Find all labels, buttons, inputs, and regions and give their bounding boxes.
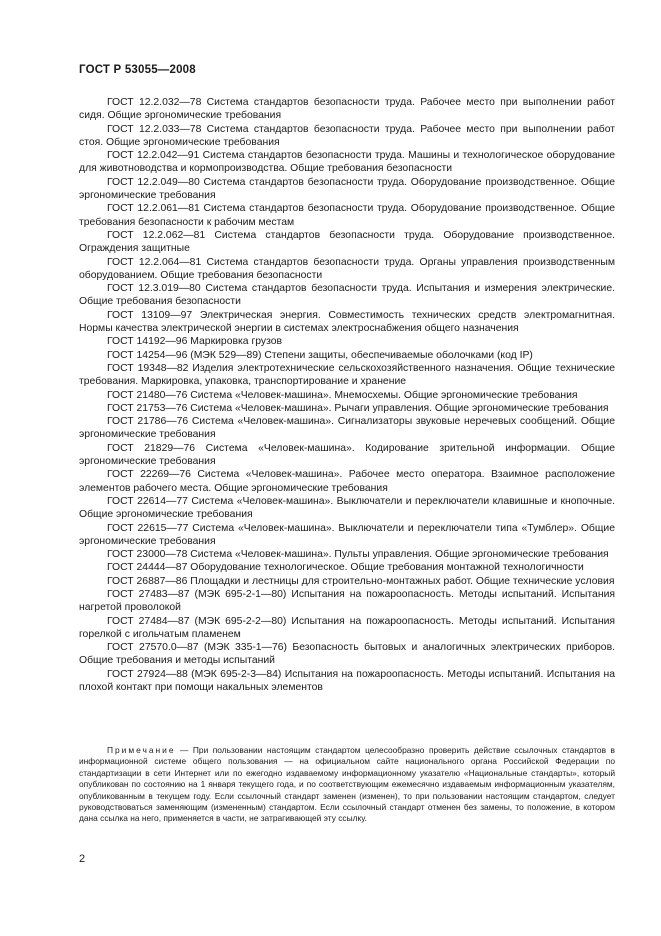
- reference-item: ГОСТ 27570.0—87 (МЭК 335-1—76) Безопасность бытовых и аналогичных электрических приборов. Общие требования и методы испытаний: [79, 642, 615, 667]
- reference-item: ГОСТ 12.2.032—78 Система стандартов безопасности труда. Рабочее место при выполнении работ сидя. Общие эргономические требования: [79, 97, 615, 122]
- reference-item: ГОСТ 27924—88 (МЭК 695-2-3—84) Испытания на пожароопасность. Методы испытаний. Испытания на плохой контакт при помощи накальных элементов: [79, 668, 615, 694]
- reference-item: ГОСТ 27484—87 (МЭК 695-2-2—80) Испытания на пожароопасность. Методы испытаний. Испытания горелкой с игольчатым пламенем: [79, 615, 615, 640]
- reference-item: ГОСТ 12.2.064—81 Система стандартов безопасности труда. Органы управления производственным оборудованием. Общие требования безопасности: [79, 256, 615, 281]
- reference-item: ГОСТ 22615—77 Система «Человек-машина». Выключатели и переключатели типа «Тумблер». Общие эргономические требования: [79, 522, 615, 547]
- reference-item: ГОСТ 21829—76 Система «Человек-машина». Кодирование зрительной информации. Общие эргономические требования: [79, 442, 615, 468]
- reference-item: ГОСТ 14192—96 Маркировка грузов: [107, 336, 283, 348]
- note-text: — При пользовании настоящим стандартом целесообразно проверить действие ссылочных стандартов в информационной системе общего пользования — на официальном сайте национального органа Российской Федерации по стандартизации в сети Интернет или по ежегодно издаваемому информационному указателю «Национальные стандарты», который опубликован по состоянию на 1 января текущего года, и по соответствующим ежемесячно издаваемым информационным указателям, опубликованным в текущем году. Если ссылочный стандарт заменен (изменен), то при пользовании настоящим стандартом, следует руководствоваться заменяющим (измененным) стандартом. Если ссылочный стандарт отменен без замены, то положение, в котором дана ссылка на него, применяется в части, не затрагивающей эту ссылку.: [79, 745, 616, 824]
- reference-item: ГОСТ 22269—76 Система «Человек-машина». Рабочее место оператора. Взаимное расположение элементов рабочего места. Общие эргономические требования: [79, 469, 615, 494]
- document-header: ГОСТ Р 53055—2008: [79, 64, 196, 76]
- reference-item: ГОСТ 12.2.062—81 Система стандартов безопасности труда. Оборудование производственное. Ограждения защитные: [79, 229, 615, 255]
- normative-references: [79, 96, 615, 694]
- reference-item: ГОСТ 12.2.049—80 Система стандартов безопасности труда. Оборудование производственное. Общие эргономические требования: [79, 176, 615, 202]
- reference-item: ГОСТ 12.2.061—81 Система стандартов безопасности труда. Оборудование производственное. Общие требования безопасности к рабочим местам: [79, 203, 615, 228]
- reference-item: ГОСТ 13109—97 Электрическая энергия. Совместимость технических средств электромагнитная. Нормы качества электрической энергии в системах электроснабжения общего назначения: [79, 309, 615, 335]
- reference-item: ГОСТ 21753—76 Система «Человек-машина». Рычаги управления. Общие эргономические требования: [107, 402, 609, 414]
- reference-item: ГОСТ 26887—86 Площадки и лестницы для строительно-монтажных работ. Общие технические условия: [107, 575, 615, 587]
- reference-item: ГОСТ 23000—78 Система «Человек-машина». Пульты управления. Общие эргономические требования: [107, 549, 609, 561]
- reference-item: ГОСТ 21480—76 Система «Человек-машина». Мнемосхемы. Общие эргономические требования: [107, 389, 578, 401]
- reference-item: ГОСТ 27483—87 (МЭК 695-2-1—80) Испытания на пожароопасность. Методы испытаний. Испытания нагретой проволокой: [79, 588, 615, 614]
- reference-item: ГОСТ 14254—96 (МЭК 529—89) Степени защиты, обеспечиваемые оболочками (код IP): [107, 349, 533, 361]
- reference-item: ГОСТ 22614—77 Система «Человек-машина». Выключатели и переключатели клавишные и кнопочные. Общие эргономические требования: [79, 495, 615, 521]
- reference-item: ГОСТ 12.3.019—80 Система стандартов безопасности труда. Испытания и измерения электрические. Общие требования безопасности: [79, 283, 615, 308]
- reference-item: ГОСТ 12.2.042—91 Система стандартов безопасности труда. Машины и технологическое оборудование для животноводства и кормопроизводства. Общие требования безопасности: [79, 150, 615, 175]
- note-paragraph: [79, 745, 615, 825]
- note-label: Примечание: [107, 745, 176, 755]
- reference-item: ГОСТ 24444—87 Оборудование технологическое. Общие требования монтажной технологичности: [107, 562, 584, 574]
- reference-item: ГОСТ 21786—76 Система «Человек-машина». Сигнализаторы звуковые неречевых сообщений. Общие эргономические требования: [79, 416, 615, 441]
- reference-item: ГОСТ 12.2.033—78 Система стандартов безопасности труда. Рабочее место при выполнении работ стоя. Общие эргономические требования: [79, 123, 615, 148]
- reference-item: ГОСТ 19348—82 Изделия электротехнические сельскохозяйственного назначения. Общие технические требования. Маркировка, упаковка, транспортирование и хранение: [79, 362, 615, 388]
- page-number: 2: [79, 853, 86, 865]
